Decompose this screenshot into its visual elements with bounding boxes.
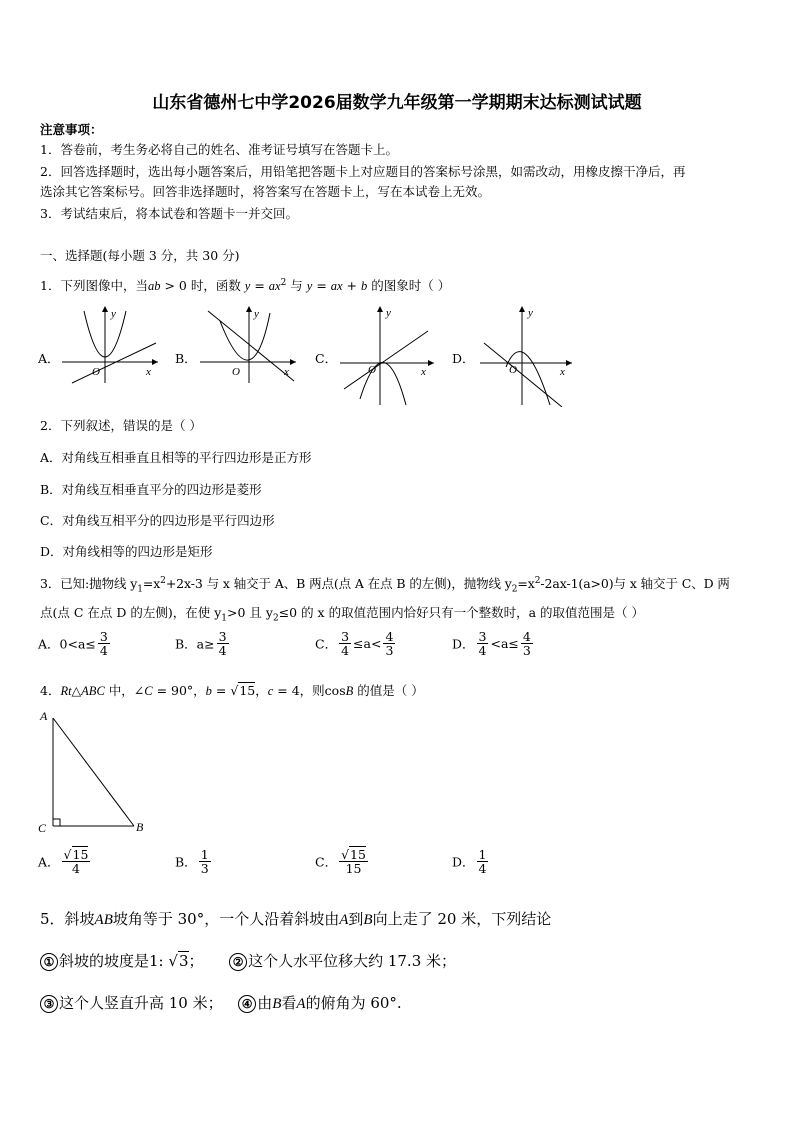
statement-2: ② 这个人水平位移大约 17.3 米； xyxy=(229,952,456,970)
axis-x-label: x xyxy=(560,366,565,378)
question-3-line-2: 点(点 C 在点 D 的左侧)，在使 $y_1>0$ 且 $y_2\le 0$ 的 x 的取值范围内恰好只有一个整数时，a 的取值范围是（ ） xyxy=(40,605,644,624)
statement-1: ① 斜坡的坡度是1: √3； xyxy=(40,952,204,970)
axis-y-label: y xyxy=(254,308,259,320)
question-2-stem: 2．下列叙述，错误的是（ ） xyxy=(40,418,202,433)
question-4-stem: 4．Rt△ABC 中，∠C = 90°，b = √15，c = 4，则cosB 的值是（ ） xyxy=(40,683,424,698)
statement-3: ③ 这个人竖直升高 10 米； xyxy=(40,994,223,1012)
q1-option-a-label: A． xyxy=(38,351,60,366)
q3-option-d: D． $\frac{3}{4}$ <a≤ $\frac{4}{3}$ xyxy=(452,629,531,659)
origin-label: O xyxy=(368,364,376,376)
q1-graph-c xyxy=(336,303,442,407)
question-5-stem: 5．斜坡AB坡角等于 30°，一个人沿着斜坡由A到B向上走了 20 米，下列结论 xyxy=(40,910,552,928)
notice-heading: 注意事项： xyxy=(40,122,103,137)
statement-4: ④ 由B看A的俯角为 60°. xyxy=(238,994,402,1012)
q3-option-c: C． $\frac{3}{4}$ ≤a< $\frac{4}{3}$ xyxy=(315,629,394,659)
notice-item-2b: 选涂其它答案标号。回答非选择题时，将答案写在答题卡上，写在本试卷上无效。 xyxy=(40,184,491,199)
axis-x-label: x xyxy=(284,366,289,378)
notice-item-1: 1．答卷前，考生务必将自己的姓名、准考证号填写在答题卡上。 xyxy=(40,142,398,157)
q2-option-a: A．对角线互相垂直且相等的平行四边形是正方形 xyxy=(40,450,312,465)
q1-graph-b xyxy=(196,303,302,385)
q3-option-b: B．a≥ $\frac{3}{4}$ xyxy=(175,629,227,659)
vertex-a-label: A xyxy=(40,709,48,723)
page-title: 山东省德州七中学2026届数学九年级第一学期期末达标测试试题 xyxy=(152,93,642,113)
q1-graph-a xyxy=(58,303,164,385)
vertex-c-label: C xyxy=(38,821,47,835)
notice-item-2a: 2．回答选择题时，选出每小题答案后，用铅笔把答题卡上对应题目的答案标号涂黑，如需改动，用橡皮擦干净后，再 xyxy=(40,164,686,179)
q2-option-c: C．对角线互相平分的四边形是平行四边形 xyxy=(40,513,275,528)
axis-x-label: x xyxy=(146,366,151,378)
q1-graph-d xyxy=(476,303,582,407)
q2-option-b: B．对角线互相垂直平分的四边形是菱形 xyxy=(40,482,262,497)
q3-option-a: A．0<a≤ $\frac{3}{4}$ xyxy=(38,629,108,659)
question-3-line-1: 3．已知:抛物线 $y_1=x^2+2x-3$ 与 x 轴交于 A、B 两点(点 A 在点 B 的左侧)，抛物线 $y_2=x^2-2ax-1(a>0)$与 x 轴交于 C、D 两 xyxy=(40,575,730,595)
q5-statements-1-2 xyxy=(40,950,456,971)
notice-item-3: 3．考试结束后，将本试卷和答题卡一并交回。 xyxy=(40,206,298,221)
q1-option-b-label: B． xyxy=(175,351,197,366)
q4-option-b: B． $\frac{1}{3}$ xyxy=(175,847,209,877)
q4-triangle-diagram xyxy=(36,708,156,838)
axis-y-label: y xyxy=(111,308,116,320)
question-1-stem: 1．下列图像中，当ab > 0 时，函数 $y = ax^2$ 与 y = ax + b 的图象时（ ） xyxy=(40,277,451,293)
origin-label: O xyxy=(509,364,517,376)
origin-label: O xyxy=(92,366,100,378)
vertex-b-label: B xyxy=(136,820,144,834)
origin-label: O xyxy=(232,366,240,378)
axis-y-label: y xyxy=(528,307,533,319)
q1-option-d-label: D． xyxy=(452,351,475,366)
section-heading: 一、选择题(每小题 3 分，共 30 分) xyxy=(40,248,240,263)
axis-y-label: y xyxy=(386,307,391,319)
axis-x-label: x xyxy=(421,366,426,378)
q4-option-c: C． $\frac{√15}{15}$ xyxy=(315,847,366,877)
q1-option-c-label: C． xyxy=(315,351,338,366)
q4-option-d: D． $\frac{1}{4}$ xyxy=(452,847,487,877)
q5-statements-3-4 xyxy=(40,992,402,1013)
q4-option-a: A． $\frac{√15}{4}$ xyxy=(38,847,89,877)
q2-option-d: D．对角线相等的四边形是矩形 xyxy=(40,544,213,559)
